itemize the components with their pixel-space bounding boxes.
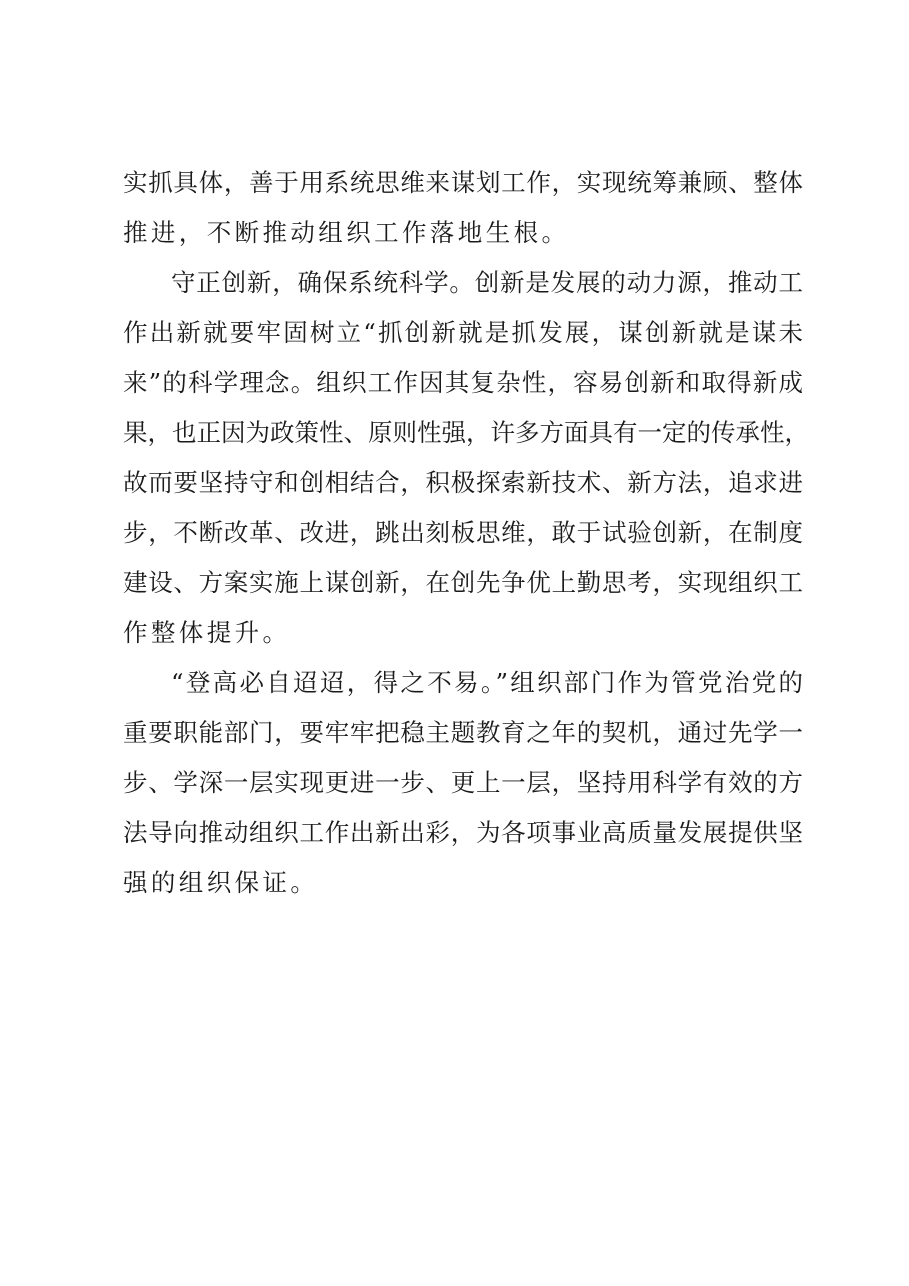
text-line: 步、学深一层实现更进一步、更上一层，坚持用科学有效的方 xyxy=(123,768,803,797)
text-line: 建设、方案实施上谋创新，在创先争优上勤思考，实现组织工 xyxy=(123,568,803,597)
text-line: 作出新就要牢固树立“抓创新就是抓发展，谋创新就是谋未 xyxy=(123,318,803,347)
text-line: 步，不断改革、改进，跳出刻板思维，敢于试验创新，在制度 xyxy=(123,518,803,547)
text-line: 重要职能部门，要牢牢把稳主题教育之年的契机，通过先学一 xyxy=(123,718,803,747)
text-line: 法导向推动组织工作出新出彩，为各项事业高质量发展提供坚 xyxy=(123,818,803,847)
text-line: 作整体提升。 xyxy=(123,618,291,647)
text-line: 强的组织保证。 xyxy=(123,868,319,897)
text-line: 故而要坚持守和创相结合，积极探索新技术、新方法，追求进 xyxy=(123,468,803,497)
text-line: 果，也正因为政策性、原则性强，许多方面具有一定的传承性， xyxy=(123,418,809,447)
text-line: 实抓具体，善于用系统思维来谋划工作，实现统筹兼顾、整体 xyxy=(123,168,803,197)
text-line: 推进，不断推动组织工作落地生根。 xyxy=(123,218,570,247)
text-line: 来”的科学理念。组织工作因其复杂性，容易创新和取得新成 xyxy=(123,368,803,397)
paragraph-first-line: “登高必自迢迢，得之不易。”组织部门作为管党治党的 xyxy=(171,668,803,697)
paragraph-first-line: 守正创新，确保系统科学。创新是发展的动力源，推动工 xyxy=(171,268,803,297)
